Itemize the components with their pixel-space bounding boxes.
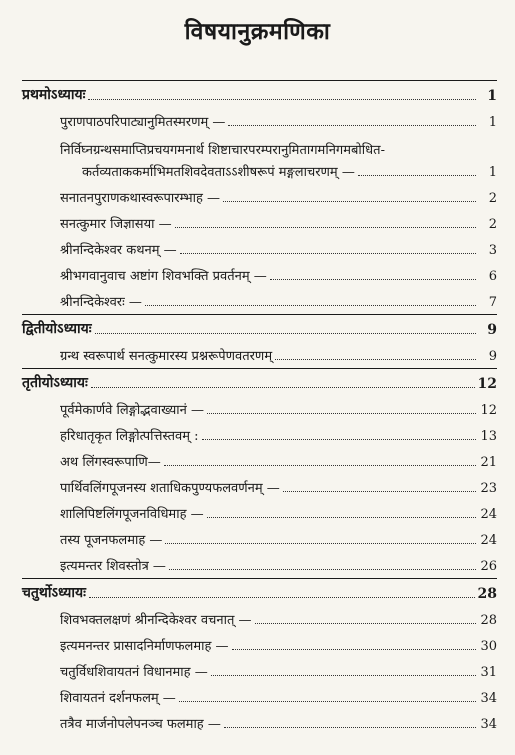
entry-text: शिवायतनं दर्शनफलम् — <box>60 691 176 706</box>
dot-leader <box>95 333 476 334</box>
toc-entry[interactable] <box>22 262 497 288</box>
page-number: 28 <box>477 586 497 602</box>
page-number: 23 <box>480 481 497 496</box>
chapter-heading[interactable] <box>22 369 497 396</box>
page-number: 34 <box>480 691 497 706</box>
chapter-heading[interactable] <box>22 579 497 606</box>
toc-entry[interactable] <box>22 552 497 578</box>
entry-text: शालिपिष्टलिंगपूजनविधिमाह — <box>60 507 204 522</box>
toc-entry-continuation[interactable] <box>22 162 497 184</box>
entry-text: तत्रैव मार्जनोपलेपनञ्च फलमाह — <box>60 717 221 732</box>
chapter-title: चतुर्थोऽध्यायः <box>22 585 86 601</box>
entry-text: हरिधातृकृत लिङ्गोत्पत्तिस्तवम् : <box>60 429 199 444</box>
toc-entry[interactable] <box>22 184 497 210</box>
entry-text: तस्य पूजनफलमाह — <box>60 533 163 548</box>
dot-leader <box>223 201 476 202</box>
dot-leader <box>270 279 476 280</box>
chapter-title: द्वितीयोऽध्यायः <box>22 321 92 337</box>
chapter-4 <box>22 578 497 736</box>
toc-entry[interactable] <box>22 342 497 368</box>
dot-leader <box>180 253 476 254</box>
entry-text: सनत्कुमार जिज्ञासया — <box>60 217 172 232</box>
toc-entry[interactable] <box>22 422 497 448</box>
table-of-contents <box>22 80 497 736</box>
toc-entry[interactable] <box>22 396 497 422</box>
page-number: 12 <box>477 376 497 392</box>
toc-entry[interactable] <box>22 526 497 552</box>
entry-text: इत्यमन्तर शिवस्तोत्र — <box>60 559 166 574</box>
dot-leader <box>179 701 476 702</box>
page-number: 1 <box>487 88 497 104</box>
page-number: 30 <box>480 639 497 654</box>
toc-entry[interactable] <box>22 632 497 658</box>
page-number: 28 <box>480 613 497 628</box>
dot-leader <box>145 305 476 306</box>
chapter-heading[interactable] <box>22 81 497 108</box>
chapter-2 <box>22 314 497 368</box>
entry-text: पार्थिवलिंगपूजनस्य शताधिकपुण्यफलवर्णनम् — <box>60 481 280 496</box>
toc-entry[interactable] <box>22 134 497 162</box>
page-number: 9 <box>487 322 497 338</box>
dot-leader <box>88 99 476 100</box>
toc-entry[interactable] <box>22 288 497 314</box>
dot-leader <box>175 227 476 228</box>
page-number: 9 <box>488 349 497 364</box>
page-number: 2 <box>488 191 497 206</box>
page-number: 12 <box>480 403 497 418</box>
dot-leader <box>255 623 477 624</box>
dot-leader <box>165 543 476 544</box>
toc-entry[interactable] <box>22 236 497 262</box>
entry-text: सनातनपुराणकथास्वरूपारम्भाह — <box>60 191 221 206</box>
chapter-3 <box>22 368 497 578</box>
chapter-1 <box>22 80 497 314</box>
dot-leader <box>207 413 476 414</box>
dot-leader <box>275 359 476 360</box>
dot-leader <box>283 491 476 492</box>
dot-leader <box>207 517 476 518</box>
entry-text: श्रीभगवानुवाच अष्टांग शिवभक्ति प्रवर्तनम् — <box>60 269 267 284</box>
chapter-heading[interactable] <box>22 315 497 342</box>
dot-leader <box>164 465 476 466</box>
entry-text: श्रीनन्दिकेश्वरः — <box>60 295 142 310</box>
entry-text: ग्रन्थ स्वरूपार्थ सनत्कुमारस्य प्रश्नरूपेणवतरणम् <box>60 349 273 364</box>
page-number: 3 <box>488 243 497 258</box>
page-number: 21 <box>480 455 497 470</box>
page-number: 1 <box>488 165 497 180</box>
page-number: 1 <box>488 115 497 130</box>
entry-text-line1: निर्विघ्नग्रन्थसमाप्तिप्रचयगमनार्थ शिष्टाचारपरम्परानुमितागमनिगमबोधित- <box>60 143 385 158</box>
page-title: विषयानुक्रमणिका <box>184 18 331 45</box>
entry-text: पुराणपाठपरिपाट्यानुमितस्मरणम् — <box>60 115 226 130</box>
toc-entry[interactable] <box>22 210 497 236</box>
toc-entry[interactable] <box>22 658 497 684</box>
page-number: 6 <box>488 269 497 284</box>
page-number: 2 <box>488 217 497 232</box>
page-number: 13 <box>480 429 497 444</box>
toc-entry[interactable] <box>22 108 497 134</box>
entry-text: शिवभक्तलक्षणं श्रीनन्दिकेश्वर वचनात् — <box>60 613 252 628</box>
entry-text: चतुर्विधशिवायतनं विधानमाह — <box>60 665 208 680</box>
dot-leader <box>224 727 476 728</box>
toc-entry[interactable] <box>22 710 497 736</box>
toc-entry[interactable] <box>22 448 497 474</box>
dot-leader <box>211 675 476 676</box>
dot-leader <box>202 439 477 440</box>
entry-text: पूर्वमेकार्णवे लिङ्गोद्भवाख्यानं — <box>60 403 204 418</box>
dot-leader <box>228 125 476 126</box>
toc-entry[interactable] <box>22 684 497 710</box>
entry-text: अथ लिंगस्वरूपाणि— <box>60 455 161 470</box>
entry-text: श्रीनन्दिकेश्वर कथनम् — <box>60 243 177 258</box>
dot-leader <box>169 569 476 570</box>
page-number: 31 <box>480 665 497 680</box>
chapter-title: तृतीयोऽध्यायः <box>22 375 88 391</box>
page-number: 7 <box>488 295 497 310</box>
dot-leader <box>232 649 476 650</box>
toc-entry[interactable] <box>22 500 497 526</box>
page-number: 34 <box>480 717 497 732</box>
chapter-title: प्रथमोऽध्यायः <box>22 87 86 103</box>
page-number: 24 <box>480 507 497 522</box>
toc-entry[interactable] <box>22 474 497 500</box>
entry-text-line2: कर्तव्यताककर्माभिमतशिवदेवताऽऽशीषरूपं मङ्गलाचरणम् — <box>82 165 355 180</box>
toc-entry[interactable] <box>22 606 497 632</box>
entry-text: इत्यमनन्तर प्रासादनिर्माणफलमाह — <box>60 639 229 654</box>
page-number: 24 <box>480 533 497 548</box>
dot-leader <box>358 175 476 176</box>
page-number: 26 <box>480 559 497 574</box>
dot-leader <box>91 387 475 388</box>
dot-leader <box>89 597 475 598</box>
